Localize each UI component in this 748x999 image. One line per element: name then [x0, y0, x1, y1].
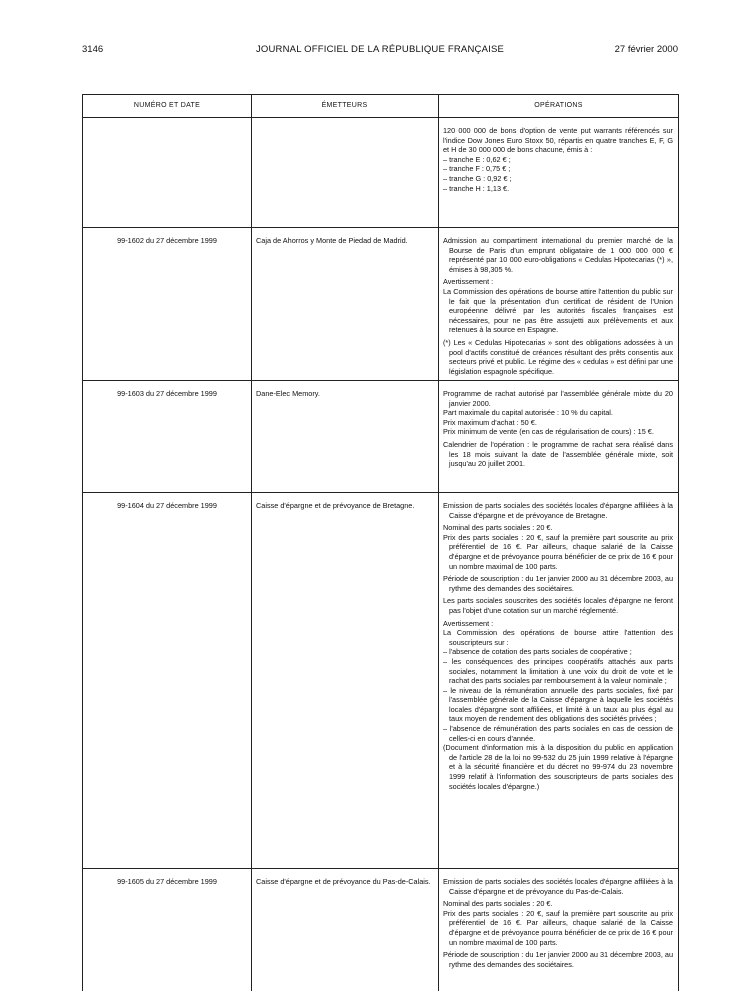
column-header-number-date: NUMÉRO ET DATE	[133, 102, 201, 109]
row-issuer: Dane-Elec Memory.	[256, 389, 320, 398]
operation-paragraph: Prix minimum de vente (en cas de régularisation de cours) : 15 €.	[443, 427, 654, 437]
operation-paragraph: Période de souscription : du 1er janvier 2000 au 31 décembre 2003, au rythme des demandes des sociétaires.	[443, 574, 674, 593]
operation-paragraph: Emission de parts sociales des sociétés locales d'épargne affiliées à la Caisse d'épargne et de prévoyance de Bretagne.	[443, 501, 673, 520]
operation-list-item: – les conséquences des principes coopératifs attachés aux parts sociales, notamment la limitation à une voix du droit de vote et le rachat des parts sociales par remboursement à la valeur nominale ;	[443, 656, 673, 686]
operation-list-item: – l'absence de cotation des parts sociales de coopérative ;	[443, 647, 632, 657]
operation-paragraph: 120 000 000 de bons d'option de vente put warrants référencés sur l'indice Dow Jones Euro Stoxx 50, répartis en quatre tranches E, F, G et H de 30 000 000 de bons chacune, émis à :	[443, 126, 673, 155]
operation-list-item: – tranche G : 0,92 € ;	[443, 173, 512, 183]
journal-title: JOURNAL OFFICIEL DE LA RÉPUBLIQUE FRANÇAISE	[255, 44, 505, 55]
row-number-date: 99-1605 du 27 décembre 1999	[117, 877, 217, 886]
operation-warning-label: Avertissement :	[443, 618, 494, 628]
row-number-date: 99-1604 du 27 décembre 1999	[117, 501, 217, 510]
row-issuer: Caisse d'épargne et de prévoyance de Bretagne.	[256, 501, 415, 510]
operation-list-item: – le niveau de la rémunération annuelle des parts sociales, fixé par l'assemblée générale de la Caisse d'épargne à laquelle les sociétés locales d'épargne sont affiliées, et limité à un taux au plus égal au taux moyen de rendement des obligations des sociétés privées ;	[443, 685, 673, 724]
column-header-operations: OPÉRATIONS	[534, 102, 583, 109]
row-issuer: Caja de Ahorros y Monte de Piedad de Madrid.	[256, 236, 408, 245]
operation-paragraph: Programme de rachat autorisé par l'assemblée générale mixte du 20 janvier 2000.	[443, 389, 673, 408]
operation-paragraph: Prix maximum d'achat : 50 €.	[443, 417, 537, 427]
operation-paragraph: Emission de parts sociales des sociétés locales d'épargne affiliées à la Caisse d'épargne et de prévoyance du Pas-de-Calais.	[443, 877, 673, 896]
row-number-date: 99-1603 du 27 décembre 1999	[117, 389, 217, 398]
operation-footnote: (*) Les « Cedulas Hipotecarias » sont des obligations adossées à un pool d'actifs constitué de créances résultant des prêts consentis aux secteurs privé et public. Le régime des « cedulas » est défini par une législation espagnole spécifique.	[443, 337, 673, 376]
page-header	[82, 44, 678, 58]
operation-paragraph: Part maximale du capital autorisée : 10 % du capital.	[443, 408, 613, 418]
row-operations	[443, 126, 673, 193]
table-header	[83, 95, 678, 118]
table-row	[83, 869, 678, 999]
operation-list-item: – l'absence de rémunération des parts sociales en cas de cession de celles-ci en cours d'année.	[443, 724, 673, 743]
row-operations	[443, 877, 673, 972]
table-row	[83, 118, 678, 228]
publication-date: 27 février 2000	[614, 44, 678, 55]
table-row	[83, 493, 678, 869]
operations-table	[82, 94, 679, 991]
operation-paragraph: Nominal des parts sociales : 20 €.	[443, 899, 553, 909]
operation-paragraph: Prix des parts sociales : 20 €, sauf la première part souscrite au prix préférentiel de 16 €. Par ailleurs, chaque salarié de la Caisse d'épargne et de prévoyance pourra bénéficier de ce prix de 16 € pour un nombre maximal de 100 parts.	[443, 908, 673, 947]
operation-paragraph: Calendrier de l'opération : le programme de rachat sera réalisé dans les 18 mois suivant la date de l'assemblée générale mixte, soit jusqu'au 20 juillet 2001.	[443, 439, 673, 469]
row-issuer: Caisse d'épargne et de prévoyance du Pas-de-Calais.	[256, 877, 431, 886]
operation-note: (Document d'information mis à la disposition du public en application de l'article 28 de la loi no 99-532 du 25 juin 1999 relative à l'épargne et à la sécurité financière et du décret no 99-974 du 23 novembre 1999 relatif à l'information des souscripteurs de parts sociales des sociétés locales d'épargne.)	[443, 743, 673, 791]
row-operations	[443, 501, 673, 794]
page-number: 3146	[82, 44, 104, 55]
table-row	[83, 381, 678, 493]
operation-warning-label: Avertissement :	[443, 277, 494, 287]
operation-list-item: – tranche H : 1,13 €.	[443, 183, 510, 193]
operation-paragraph: Nominal des parts sociales : 20 €.	[443, 523, 553, 533]
row-operations	[443, 236, 673, 379]
row-number-date: 99-1602 du 27 décembre 1999	[117, 236, 217, 245]
table-row	[83, 228, 678, 381]
operation-list-item: – tranche F : 0,75 € ;	[443, 164, 511, 174]
column-header-issuers: ÉMETTEURS	[321, 102, 368, 109]
row-operations	[443, 389, 673, 472]
operation-paragraph: Période de souscription : du 1er janvier 2000 au 31 décembre 2003, au rythme des demandes des sociétaires.	[443, 950, 674, 969]
operation-paragraph: Admission au compartiment international du premier marché de la Bourse de Paris d'un emprunt obligataire de 1 000 000 000 € représenté par 10 000 euro-obligations « Cedulas Hipotecarias (*) », émises à 98,305 %.	[443, 236, 673, 274]
operation-paragraph: La Commission des opérations de bourse attire l'attention des souscripteurs sur :	[443, 628, 673, 647]
operation-list-item: – tranche E : 0,62 € ;	[443, 154, 511, 164]
operation-paragraph: La Commission des opérations de bourse attire l'attention du public sur le fait que la présentation d'un certificat de résident de l'Union européenne délivré par les autorités fiscales françaises est nécessaires, pour ne pas être assujetti aux prélèvements et aux retenues à la source en Espagne.	[443, 286, 673, 335]
operation-paragraph: Les parts sociales souscrites des sociétés locales d'épargne ne feront pas l'objet d'une cotation sur un marché réglementé.	[443, 596, 673, 615]
operation-paragraph: Prix des parts sociales : 20 €, sauf la première part souscrite au prix préférentiel de 16 €. Par ailleurs, chaque salarié de la Caisse d'épargne et de prévoyance pourra bénéficier de ce prix de 16 € pour un nombre maximal de 100 parts.	[443, 532, 673, 571]
